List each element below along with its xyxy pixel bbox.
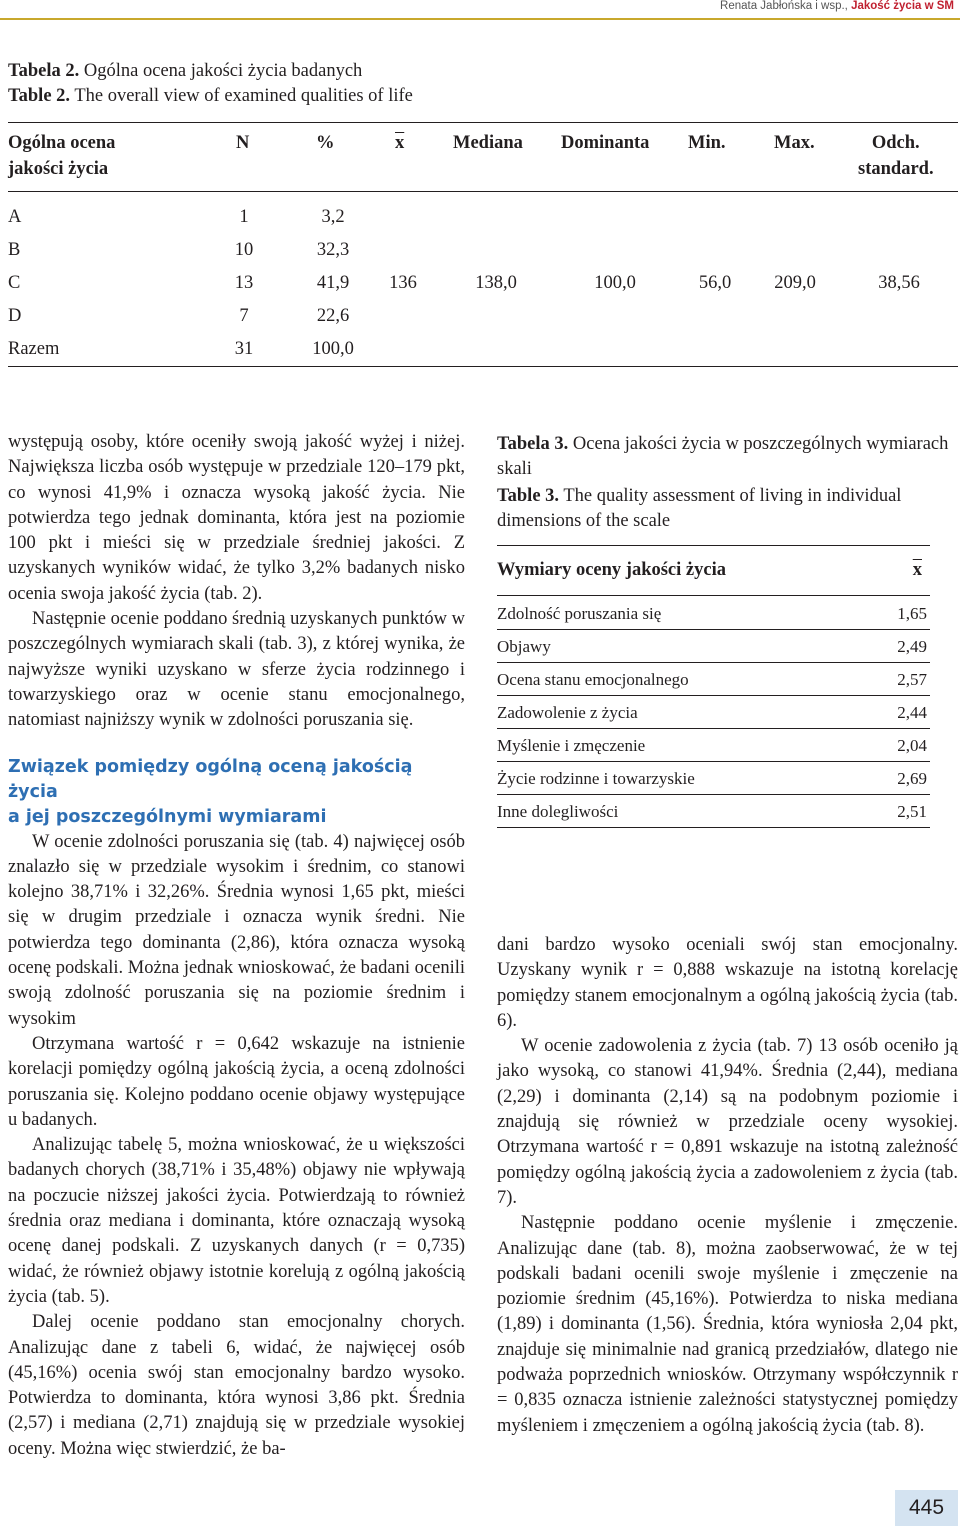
- table2-cell-label: Razem: [8, 339, 60, 359]
- table2-header-max: Max.: [774, 133, 815, 153]
- table3-row: [497, 630, 930, 663]
- table2-cell-label: C: [8, 273, 21, 293]
- table2-cell-sd: 38,56: [878, 273, 920, 293]
- table2-cell-n: 1: [239, 207, 249, 227]
- table3-captions: [497, 432, 959, 535]
- table2-header-n: N: [236, 133, 250, 153]
- table3-row: [497, 795, 930, 828]
- table3-row: [497, 663, 930, 696]
- table3-row-label: Myślenie i zmęczenie: [497, 736, 646, 755]
- table3-row: [497, 729, 930, 762]
- paragraph: Otrzymana wartość r = 0,642 wskazuje na istnienie korelacji pomiędzy ogólną jakością życia, a oceną zdolności poruszania się. Kolejno poddano ocenie objawy występujące u badanych.: [8, 1033, 465, 1130]
- page-number: 445: [895, 1490, 958, 1526]
- table3-row-label: Objawy: [497, 637, 551, 656]
- table2-captions: [8, 59, 608, 109]
- paragraph: występują osoby, które oceniły swoją jakość wyżej i niżej. Największa liczba osób występuje w przedziale 120–179 pkt, co wynosi 41,9% i oznacza wysoką jakość życia. Nie potwierdza tego jednak dominanta, która jest na poziomie 100 pkt i mieści się w przedziale średniej jakości. Z uzyskanych wyników widać, że tylko 3,2% badanych nisko ocenia swoja jakość życia (tab. 2).: [8, 432, 465, 604]
- table2-top-rule: [8, 122, 958, 123]
- paragraph: dani bardzo wysoko oceniali swój stan emocjonalny. Uzyskany wynik r = 0,888 wskazuje na istotną korelację pomiędzy stanem emocjonalnym a ogólną jakością życia (tab. 6).: [497, 935, 958, 1031]
- running-head: [720, 0, 954, 12]
- header-rule: [0, 18, 960, 20]
- table2-cell-max: 209,0: [774, 273, 816, 293]
- table3-caption-pl: Tabela 3. Ocena jakości życia w poszczególnych wymiarach skali: [497, 434, 949, 480]
- table2-header-median: Mediana: [453, 133, 523, 153]
- table2-cell-n: 7: [239, 306, 249, 326]
- table2-cell-pct: 3,2: [321, 207, 345, 227]
- table3-row-label: Zdolność poruszania się: [497, 604, 662, 623]
- table2-cell-n: 13: [234, 273, 254, 293]
- paragraph: Analizując tabelę 5, można wnioskować, że u większości badanych chorych (38,71% i 35,48%) objawy nie wpływają na poczucie niższej jakości życia. Potwierdzają to również średnia oraz mediana i dominanta, które oznaczają wysoką ocenę danej podskali. Z uzyskanych danych (r = 0,735) widać, że również objawy istotnie korelują z ogólną jakością życia (tab. 5).: [8, 1135, 465, 1307]
- table2-cell-min: 56,0: [698, 273, 732, 293]
- table3-row-label: Inne dolegliwości: [497, 802, 619, 821]
- table3-row-rule: [497, 827, 930, 828]
- table2-header-mean: $\overline{x}$: [395, 133, 405, 153]
- table3-top-rule: [497, 545, 930, 546]
- table3-header-label: Wymiary oceny jakości życia: [497, 560, 726, 580]
- running-head-title: Jakość życia w SM: [851, 0, 954, 12]
- table3-row: [497, 696, 930, 729]
- table2-caption-en: Table 2. The overall view of examined qualities of life: [8, 86, 413, 106]
- table3-row-label: Ocena stanu emocjonalnego: [497, 670, 689, 689]
- table2-cell-pct: 22,6: [316, 306, 350, 326]
- table3-row-label: Zadowolenie z życia: [497, 703, 638, 722]
- table3-row-value: 2,69: [897, 769, 927, 788]
- table2-cell-label: D: [8, 306, 22, 326]
- section-heading: Związek pomiędzy ogólną oceną jakością życia a jej poszczególnymi wymiarami: [8, 756, 413, 827]
- table3-row: [497, 597, 930, 630]
- table2-cell-label: A: [8, 207, 22, 227]
- paragraph: W ocenie zadowolenia z życia (tab. 7) 13 osób oceniło ją jako wysoką, co stanowi 41,94%. Średnia (2,44), mediana (2,29) i dominanta (2,14) są na podobnym poziomie i znajdują się również w przedziale oceny wysokiej. Otrzymana wartość r = 0,891 wskazuje na istotną zależność pomiędzy ogólną jakością życia a zadowoleniem z życia (tab. 7).: [497, 1036, 958, 1208]
- table2-header-rule: [8, 191, 958, 192]
- table3-row-label: Życie rodzinne i towarzyskie: [497, 769, 695, 788]
- table3-row-value: 1,65: [897, 604, 927, 623]
- left-column: [8, 430, 465, 1462]
- running-head-authors: Renata Jabłońska i wsp.,: [720, 0, 852, 12]
- table2-cell-mean: 136: [389, 273, 417, 293]
- table2-header-category: Ogólna ocena jakości życia: [8, 133, 116, 179]
- table2-cell-n: 31: [234, 339, 254, 359]
- paragraph: W ocenie zdolności poruszania się (tab. 4) najwięcej osób znalazło się w przedziale wysokim i średnim, co stanowi kolejno 38,71% i 32,26%. Średnia wynosi 1,65 pkt, mieści się w drugim przedziale i oznacza wynik średni. Nie potwierdza tego dominanta (2,86), która oznacza wysoką ocenę podskali. Można jednak wnioskować, że badani ocenili swoją zdolność poruszania się na poziomie średnim i wysokim: [8, 831, 465, 1029]
- table3-row-value: 2,51: [897, 802, 927, 821]
- table2-cell-pct: 41,9: [316, 273, 350, 293]
- right-column: [497, 933, 958, 1439]
- table2-cell-pct: 32,3: [316, 240, 350, 260]
- table2-caption-pl: Tabela 2. Ogólna ocena jakości życia badanych: [8, 61, 363, 81]
- paragraph: Dalej ocenie poddano stan emocjonalny chorych. Analizując dane z tabeli 6, widać, że najwięcej osób (45,16%) ocenia swój stan emocjonalny bardzo wysoko. Potwierdza to dominanta, która wynosi 3,86 pkt. Średnia (2,57) i mediana (2,71) znajdują się w przedziale wysokiej oceny. Można więc stwierdzić, że ba-: [8, 1312, 465, 1459]
- table2-bottom-rule: [8, 366, 958, 367]
- table2-cell-mode: 100,0: [594, 273, 636, 293]
- table3-caption-en: Table 3. The quality assessment of living in individual dimensions of the scale: [497, 485, 902, 531]
- table2-header-sd: Odch. standard.: [858, 133, 934, 179]
- table2-cell-n: 10: [234, 240, 254, 260]
- table2: [8, 120, 958, 368]
- table2-cell-median: 138,0: [475, 273, 517, 293]
- paragraph: Następnie ocenie poddano średnią uzyskanych punktów w poszczególnych wymiarach skali (tab. 3), z której wynika, że najwyższe wyniki uzyskano w sferze życia rodzinnego i towarzyskiego oraz w ocenie stanu emocjonalnego, natomiast najniższy wynik w zdolności poruszania się.: [8, 609, 465, 731]
- table3-row-value: 2,49: [897, 637, 927, 656]
- table2-cell-label: B: [8, 240, 21, 260]
- table2-header-min: Min.: [688, 133, 726, 153]
- table3-row: [497, 762, 930, 795]
- paragraph: Następnie poddano ocenie myślenie i zmęczenie. Analizując dane (tab. 8), można zaobserwować, że w tej podskali badani ocenili swoje myślenie i zmęczenie na poziomie średnim (45,16%). Potwierdza to niska mediana (1,89) i dominanta (1,56). Średnia, która wyniosła 2,04 pkt, znajduje się minimalnie nad granicą przedziałów, dlatego nie podważa poprzednich wniosków. Otrzymany współczynnik r = 0,835 oznacza istnienie zależności statystycznej pomiędzy myśleniem i zmęczeniem a ogólną jakością życia (tab. 8).: [497, 1213, 958, 1436]
- table2-header-mode: Dominanta: [561, 133, 650, 153]
- table3-header-mean: $\overline{x}$: [912, 560, 922, 580]
- table3-row-value: 2,04: [897, 736, 927, 755]
- table3-row-value: 2,57: [897, 670, 927, 689]
- table3-row-value: 2,44: [897, 703, 927, 722]
- table2-header-pct: %: [316, 133, 335, 153]
- table3-header-row: [497, 552, 930, 588]
- table2-cell-pct: 100,0: [312, 339, 354, 359]
